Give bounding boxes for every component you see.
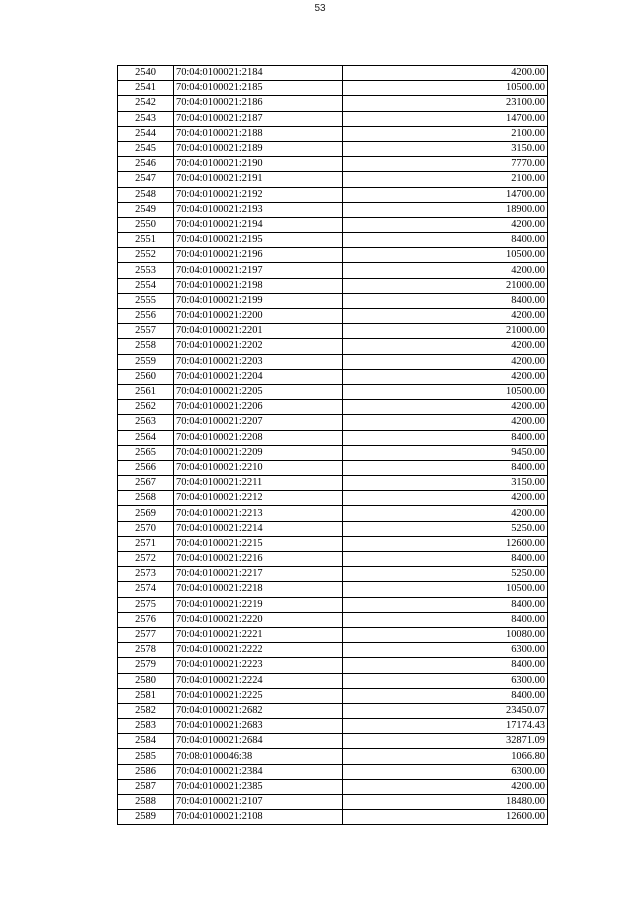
value-cell: 21000.00 — [343, 324, 548, 339]
table-row — [118, 384, 548, 399]
cadastral-number-cell: 70:04:0100021:2385 — [174, 779, 343, 794]
cadastral-number-cell: 70:04:0100021:2214 — [174, 521, 343, 536]
row-number-cell: 2564 — [118, 430, 174, 445]
table-row — [118, 354, 548, 369]
table-row — [118, 217, 548, 232]
value-cell: 12600.00 — [343, 810, 548, 825]
row-number-cell: 2574 — [118, 582, 174, 597]
cadastral-number-cell: 70:04:0100021:2197 — [174, 263, 343, 278]
value-cell: 4200.00 — [343, 309, 548, 324]
row-number-cell: 2582 — [118, 703, 174, 718]
row-number-cell: 2549 — [118, 202, 174, 217]
table-row — [118, 157, 548, 172]
cadastral-number-cell: 70:04:0100021:2198 — [174, 278, 343, 293]
value-cell: 4200.00 — [343, 339, 548, 354]
value-cell: 8400.00 — [343, 688, 548, 703]
value-cell: 10500.00 — [343, 248, 548, 263]
table-row — [118, 476, 548, 491]
row-number-cell: 2542 — [118, 96, 174, 111]
cadastral-number-cell: 70:04:0100021:2684 — [174, 734, 343, 749]
cadastral-number-cell: 70:04:0100021:2186 — [174, 96, 343, 111]
row-number-cell: 2547 — [118, 172, 174, 187]
cadastral-number-cell: 70:04:0100021:2217 — [174, 567, 343, 582]
row-number-cell: 2571 — [118, 536, 174, 551]
table-row — [118, 369, 548, 384]
cadastral-number-cell: 70:04:0100021:2190 — [174, 157, 343, 172]
value-cell: 8400.00 — [343, 597, 548, 612]
value-cell: 6300.00 — [343, 643, 548, 658]
cadastral-number-cell: 70:04:0100021:2184 — [174, 66, 343, 81]
table-row — [118, 795, 548, 810]
row-number-cell: 2556 — [118, 309, 174, 324]
cadastral-number-cell: 70:04:0100021:2194 — [174, 217, 343, 232]
cadastral-number-cell: 70:04:0100021:2205 — [174, 384, 343, 399]
value-cell: 3150.00 — [343, 141, 548, 156]
row-number-cell: 2541 — [118, 81, 174, 96]
table-row — [118, 141, 548, 156]
row-number-cell: 2588 — [118, 795, 174, 810]
row-number-cell: 2570 — [118, 521, 174, 536]
value-cell: 4200.00 — [343, 369, 548, 384]
table-row — [118, 324, 548, 339]
row-number-cell: 2573 — [118, 567, 174, 582]
table-row — [118, 734, 548, 749]
cadastral-number-cell: 70:08:0100046:38 — [174, 749, 343, 764]
value-cell: 2100.00 — [343, 172, 548, 187]
table-row — [118, 233, 548, 248]
value-cell: 9450.00 — [343, 445, 548, 460]
cadastral-number-cell: 70:04:0100021:2188 — [174, 126, 343, 141]
table-row — [118, 248, 548, 263]
value-cell: 4200.00 — [343, 400, 548, 415]
cadastral-number-cell: 70:04:0100021:2384 — [174, 764, 343, 779]
row-number-cell: 2578 — [118, 643, 174, 658]
row-number-cell: 2545 — [118, 141, 174, 156]
cadastral-number-cell: 70:04:0100021:2207 — [174, 415, 343, 430]
cadastral-number-cell: 70:04:0100021:2208 — [174, 430, 343, 445]
table-row — [118, 187, 548, 202]
cadastral-number-cell: 70:04:0100021:2189 — [174, 141, 343, 156]
table-row — [118, 643, 548, 658]
value-cell: 4200.00 — [343, 217, 548, 232]
row-number-cell: 2558 — [118, 339, 174, 354]
cadastral-number-cell: 70:04:0100021:2107 — [174, 795, 343, 810]
cadastral-number-cell: 70:04:0100021:2211 — [174, 476, 343, 491]
table-row — [118, 278, 548, 293]
table-row — [118, 126, 548, 141]
row-number-cell: 2583 — [118, 719, 174, 734]
table-row — [118, 673, 548, 688]
cadastral-number-cell: 70:04:0100021:2185 — [174, 81, 343, 96]
value-cell: 8400.00 — [343, 430, 548, 445]
value-cell: 8400.00 — [343, 658, 548, 673]
page-number: 53 — [314, 3, 326, 14]
value-cell: 5250.00 — [343, 521, 548, 536]
value-cell: 7770.00 — [343, 157, 548, 172]
row-number-cell: 2567 — [118, 476, 174, 491]
table-row — [118, 719, 548, 734]
row-number-cell: 2580 — [118, 673, 174, 688]
cadastral-number-cell: 70:04:0100021:2224 — [174, 673, 343, 688]
value-cell: 8400.00 — [343, 552, 548, 567]
table-row — [118, 202, 548, 217]
cadastral-number-cell: 70:04:0100021:2200 — [174, 309, 343, 324]
table-row — [118, 430, 548, 445]
value-cell: 2100.00 — [343, 126, 548, 141]
table-row — [118, 597, 548, 612]
value-cell: 21000.00 — [343, 278, 548, 293]
table-row — [118, 779, 548, 794]
table-row — [118, 703, 548, 718]
cadastral-number-cell: 70:04:0100021:2199 — [174, 293, 343, 308]
row-number-cell: 2550 — [118, 217, 174, 232]
cadastral-number-cell: 70:04:0100021:2215 — [174, 536, 343, 551]
value-cell: 10080.00 — [343, 627, 548, 642]
table-row — [118, 658, 548, 673]
row-number-cell: 2577 — [118, 627, 174, 642]
cadastral-number-cell: 70:04:0100021:2195 — [174, 233, 343, 248]
row-number-cell: 2560 — [118, 369, 174, 384]
cadastral-number-cell: 70:04:0100021:2216 — [174, 552, 343, 567]
value-cell: 8400.00 — [343, 460, 548, 475]
cadastral-number-cell: 70:04:0100021:2192 — [174, 187, 343, 202]
cadastral-number-cell: 70:04:0100021:2221 — [174, 627, 343, 642]
cadastral-number-cell: 70:04:0100021:2682 — [174, 703, 343, 718]
table-row — [118, 552, 548, 567]
cadastral-number-cell: 70:04:0100021:2212 — [174, 491, 343, 506]
row-number-cell: 2544 — [118, 126, 174, 141]
value-cell: 4200.00 — [343, 491, 548, 506]
table-body — [118, 66, 548, 825]
cadastral-number-cell: 70:04:0100021:2196 — [174, 248, 343, 263]
value-cell: 18480.00 — [343, 795, 548, 810]
cadastral-number-cell: 70:04:0100021:2220 — [174, 612, 343, 627]
value-cell: 14700.00 — [343, 187, 548, 202]
table-row — [118, 764, 548, 779]
cadastral-number-cell: 70:04:0100021:2219 — [174, 597, 343, 612]
row-number-cell: 2587 — [118, 779, 174, 794]
row-number-cell: 2566 — [118, 460, 174, 475]
cadastral-value-table — [117, 65, 548, 825]
row-number-cell: 2589 — [118, 810, 174, 825]
row-number-cell: 2553 — [118, 263, 174, 278]
cadastral-number-cell: 70:04:0100021:2225 — [174, 688, 343, 703]
value-cell: 18900.00 — [343, 202, 548, 217]
row-number-cell: 2562 — [118, 400, 174, 415]
row-number-cell: 2540 — [118, 66, 174, 81]
table-row — [118, 81, 548, 96]
table-row — [118, 536, 548, 551]
value-cell: 17174.43 — [343, 719, 548, 734]
cadastral-number-cell: 70:04:0100021:2223 — [174, 658, 343, 673]
cadastral-number-cell: 70:04:0100021:2108 — [174, 810, 343, 825]
value-cell: 4200.00 — [343, 66, 548, 81]
table-row — [118, 293, 548, 308]
table-row — [118, 491, 548, 506]
table-row — [118, 66, 548, 81]
row-number-cell: 2581 — [118, 688, 174, 703]
value-cell: 23450.07 — [343, 703, 548, 718]
row-number-cell: 2565 — [118, 445, 174, 460]
cadastral-number-cell: 70:04:0100021:2191 — [174, 172, 343, 187]
table-row — [118, 415, 548, 430]
row-number-cell: 2584 — [118, 734, 174, 749]
value-cell: 6300.00 — [343, 673, 548, 688]
value-cell: 4200.00 — [343, 506, 548, 521]
table-row — [118, 810, 548, 825]
row-number-cell: 2576 — [118, 612, 174, 627]
value-cell: 10500.00 — [343, 81, 548, 96]
row-number-cell: 2575 — [118, 597, 174, 612]
row-number-cell: 2569 — [118, 506, 174, 521]
value-cell: 4200.00 — [343, 263, 548, 278]
cadastral-number-cell: 70:04:0100021:2206 — [174, 400, 343, 415]
table-row — [118, 263, 548, 278]
table-row — [118, 521, 548, 536]
row-number-cell: 2572 — [118, 552, 174, 567]
row-number-cell: 2568 — [118, 491, 174, 506]
table-row — [118, 567, 548, 582]
row-number-cell: 2548 — [118, 187, 174, 202]
cadastral-number-cell: 70:04:0100021:2210 — [174, 460, 343, 475]
row-number-cell: 2559 — [118, 354, 174, 369]
table-row — [118, 612, 548, 627]
value-cell: 4200.00 — [343, 415, 548, 430]
table-row — [118, 96, 548, 111]
cadastral-number-cell: 70:04:0100021:2204 — [174, 369, 343, 384]
value-cell: 5250.00 — [343, 567, 548, 582]
table-row — [118, 172, 548, 187]
row-number-cell: 2554 — [118, 278, 174, 293]
row-number-cell: 2579 — [118, 658, 174, 673]
cadastral-number-cell: 70:04:0100021:2203 — [174, 354, 343, 369]
value-cell: 23100.00 — [343, 96, 548, 111]
row-number-cell: 2555 — [118, 293, 174, 308]
value-cell: 32871.09 — [343, 734, 548, 749]
cadastral-number-cell: 70:04:0100021:2187 — [174, 111, 343, 126]
cadastral-number-cell: 70:04:0100021:2213 — [174, 506, 343, 521]
row-number-cell: 2586 — [118, 764, 174, 779]
value-cell: 8400.00 — [343, 233, 548, 248]
row-number-cell: 2551 — [118, 233, 174, 248]
row-number-cell: 2585 — [118, 749, 174, 764]
table-row — [118, 688, 548, 703]
value-cell: 6300.00 — [343, 764, 548, 779]
value-cell: 10500.00 — [343, 384, 548, 399]
row-number-cell: 2563 — [118, 415, 174, 430]
cadastral-number-cell: 70:04:0100021:2202 — [174, 339, 343, 354]
row-number-cell: 2552 — [118, 248, 174, 263]
table-row — [118, 309, 548, 324]
value-cell: 12600.00 — [343, 536, 548, 551]
row-number-cell: 2543 — [118, 111, 174, 126]
value-cell: 8400.00 — [343, 612, 548, 627]
table-row — [118, 582, 548, 597]
value-cell: 10500.00 — [343, 582, 548, 597]
value-cell: 4200.00 — [343, 354, 548, 369]
row-number-cell: 2557 — [118, 324, 174, 339]
cadastral-number-cell: 70:04:0100021:2222 — [174, 643, 343, 658]
table-row — [118, 445, 548, 460]
value-cell: 1066.80 — [343, 749, 548, 764]
cadastral-number-cell: 70:04:0100021:2209 — [174, 445, 343, 460]
table-row — [118, 627, 548, 642]
table-row — [118, 400, 548, 415]
table-row — [118, 749, 548, 764]
value-cell: 4200.00 — [343, 779, 548, 794]
table-row — [118, 339, 548, 354]
table-row — [118, 460, 548, 475]
value-cell: 3150.00 — [343, 476, 548, 491]
cadastral-number-cell: 70:04:0100021:2193 — [174, 202, 343, 217]
value-cell: 8400.00 — [343, 293, 548, 308]
cadastral-number-cell: 70:04:0100021:2683 — [174, 719, 343, 734]
table-row — [118, 111, 548, 126]
value-cell: 14700.00 — [343, 111, 548, 126]
cadastral-number-cell: 70:04:0100021:2201 — [174, 324, 343, 339]
row-number-cell: 2546 — [118, 157, 174, 172]
cadastral-number-cell: 70:04:0100021:2218 — [174, 582, 343, 597]
table-row — [118, 506, 548, 521]
row-number-cell: 2561 — [118, 384, 174, 399]
